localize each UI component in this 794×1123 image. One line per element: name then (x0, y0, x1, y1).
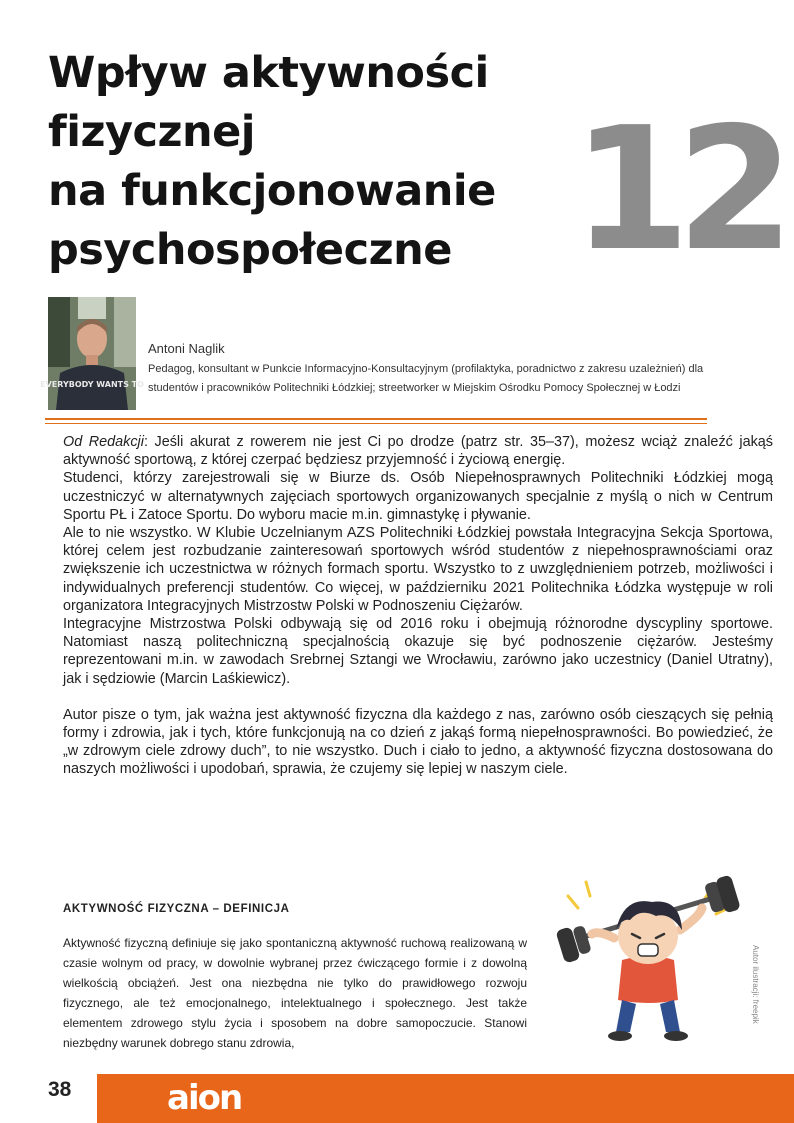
section-heading: AKTYWNOŚĆ FIZYCZNA – DEFINICJA (63, 903, 290, 915)
author-photo (40, 297, 144, 410)
author-bio: Pedagog, konsultant w Punkcie Informacyjno-Konsultacyjnym (profilaktyka, poradnictwo z zakresu uzależnień) dla studentów i pracowników Politechniki Łódzkiej; streetworker w Miejskim Ośrodku Pomocy Społecznej w Łodzi (148, 363, 704, 394)
footer-bar (97, 1074, 794, 1123)
illustration-credit: Autor ilustracji: freepik (751, 945, 760, 1024)
title-line: fizycznej (48, 107, 256, 157)
article-body (63, 433, 773, 779)
paragraph: Od Redakcji: Jeśli akurat z rowerem nie jest Ci po drodze (patrz str. 35–37), możesz wciąż znaleźć jakąś aktywność sportową, z której czerpać będziesz przyjemność i życiową energię. (63, 434, 773, 469)
lead-label: Od Redakcji (63, 434, 144, 450)
article-title (48, 44, 568, 280)
title-line: na funkcjonowanie (48, 166, 496, 216)
paragraph: Integracyjne Mistrzostwa Polski odbywają się od 2016 roku i obejmują różnorodne dyscypliny sportowe. Natomiast naszą politechniczną specjalnością okazuje się być podnoszenie ciężarów. Jesteśmy reprezentowani m.in. w zawodach Srebrnej Sztangi we Wrocławiu, zarówno jako uczestnicy (Daniel Utratny), jak i sędziowie (Marcin Laśkiewicz). (63, 616, 773, 687)
title-line: psychospołeczne (48, 225, 452, 275)
page-number: 38 (48, 1078, 72, 1101)
author-name: Antoni Naglik (148, 341, 225, 356)
weightlifter-illustration (552, 868, 742, 1053)
paragraph: Autor pisze o tym, jak ważna jest aktywność fizyczna dla każdego z nas, zarówno osób cieszących się pełnią formy i zdrowia, jak i tych, które funkcjonują na co dzień z jakąś formą niepełnosprawności. Bo powiedzieć, że „w zdrowym ciele zdrowy duch”, to nie wszystko. Duch i ciało to jedno, a aktywność fizyczna dostosowana do naszych możliwości i upodobań, sprawia, że czujemy się lepiej w naszym ciele. (63, 706, 773, 778)
chapter-number: 12 (572, 91, 781, 289)
paragraph: Studenci, którzy zarejestrowali się w Biurze ds. Osób Niepełnosprawnych Politechniki Łódzkiej mogą uczestniczyć w alternatywnych zajęciach sportowych organizowanych specjalnie z myślą o nich w Centrum Sportu PŁ i Zatoce Sportu. Do wyboru macie m.in. gimnastykę i pływanie. (63, 470, 773, 523)
paragraph: Aktywność fizyczną definiuje się jako spontaniczną aktywność ruchową realizowaną w czasie wolnym od pracy, w dowolnie wybranej przez ćwiczącego formie i z dowolną wielkością obciążeń. Jest ona niezbędna nie tylko do prawidłowego rozwoju fizycznego, ale też emocjonalnego, intelektualnego i społecznego. Jest także elementem zdrowego stylu życia i sposobem na dobre samopoczucie. Stanowi niezbędny warunek dobrego stanu zdrowia, (63, 936, 527, 1050)
definition-text (45, 933, 527, 1053)
divider-rule (45, 423, 707, 424)
title-line: Wpływ aktywności (48, 48, 489, 98)
divider-rule (45, 418, 707, 420)
aion-logo: aion (167, 1078, 242, 1118)
photo-shirt-text: EVERYBODY WANTS TO (40, 380, 144, 389)
paragraph: Ale to nie wszystko. W Klubie Uczelnianym AZS Politechniki Łódzkiej powstała Integracyjna Sekcja Sportowa, której celem jest rozbudzanie zainteresowań sportowych wśród studentów z niepełnosprawnościami oraz zwiększenie ich uczestnictwa w różnych formach sportu. Wszystko to z uwzględnieniem potrzeb, możliwości i indywidualnych preferencji studentów. Co więcej, w październiku 2021 Politechnika Łódzka występuje w roli organizatora Integracyjnych Mistrzostw Polski w Podnoszeniu Ciężarów. (63, 525, 773, 614)
